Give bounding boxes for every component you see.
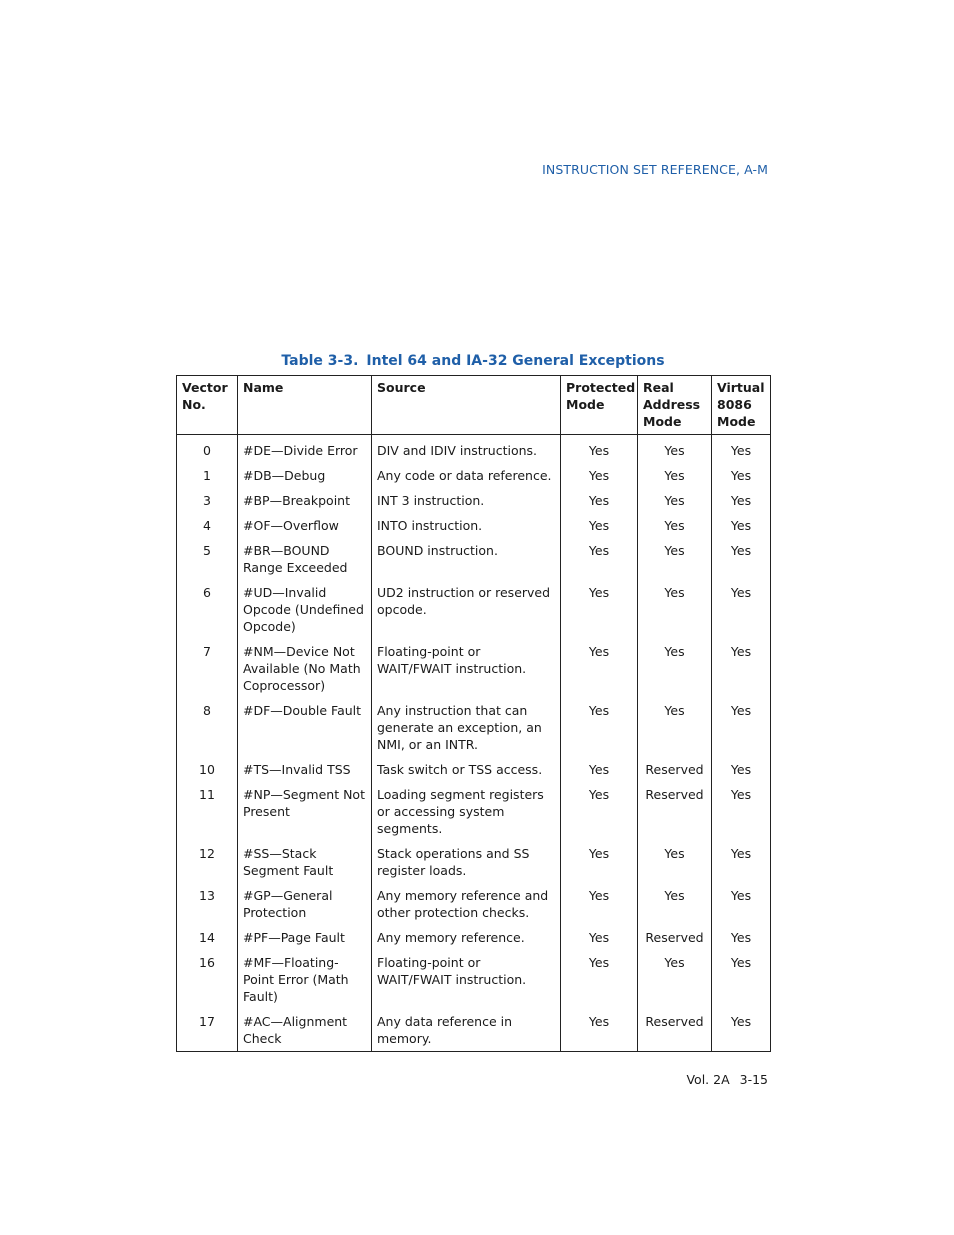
- table-row: [177, 759, 771, 784]
- cell-source: Loading segment registers or accessing system segments.: [372, 784, 561, 843]
- cell-source: DIV and IDIV instructions.: [372, 435, 561, 466]
- cell-name: #GP—General Protection: [238, 885, 372, 927]
- cell-vector: 12: [177, 843, 238, 885]
- cell-protected-mode: Yes: [561, 435, 638, 466]
- cell-vector: 3: [177, 490, 238, 515]
- cell-protected-mode: Yes: [561, 582, 638, 641]
- cell-name: #PF—Page Fault: [238, 927, 372, 952]
- cell-name: #DB—Debug: [238, 465, 372, 490]
- table-row: [177, 490, 771, 515]
- cell-vector: 16: [177, 952, 238, 1011]
- cell-virtual-8086-mode: Yes: [712, 641, 771, 700]
- table-row: [177, 700, 771, 759]
- cell-protected-mode: Yes: [561, 515, 638, 540]
- table-body: [177, 435, 771, 1052]
- cell-real-address-mode: Yes: [638, 700, 712, 759]
- table-row: [177, 1011, 771, 1052]
- table-row: [177, 784, 771, 843]
- column-header-virtual-8086-mode: Virtual 8086 Mode: [712, 376, 771, 435]
- cell-virtual-8086-mode: Yes: [712, 435, 771, 466]
- exceptions-table: [176, 375, 771, 1052]
- column-header-protected-mode: Protected Mode: [561, 376, 638, 435]
- cell-name: #NP—Segment Not Present: [238, 784, 372, 843]
- cell-real-address-mode: Yes: [638, 843, 712, 885]
- cell-real-address-mode: Yes: [638, 885, 712, 927]
- cell-protected-mode: Yes: [561, 490, 638, 515]
- cell-real-address-mode: Yes: [638, 465, 712, 490]
- cell-name: #DF—Double Fault: [238, 700, 372, 759]
- cell-real-address-mode: Reserved: [638, 784, 712, 843]
- cell-name: #BR—BOUND Range Exceeded: [238, 540, 372, 582]
- cell-source: Stack operations and SS register loads.: [372, 843, 561, 885]
- cell-virtual-8086-mode: Yes: [712, 843, 771, 885]
- table-row: [177, 952, 771, 1011]
- cell-name: #UD—Invalid Opcode (Undefined Opcode): [238, 582, 372, 641]
- cell-source: Any memory reference and other protection checks.: [372, 885, 561, 927]
- cell-real-address-mode: Reserved: [638, 927, 712, 952]
- cell-vector: 10: [177, 759, 238, 784]
- cell-virtual-8086-mode: Yes: [712, 784, 771, 843]
- cell-protected-mode: Yes: [561, 952, 638, 1011]
- table-caption: [176, 353, 770, 369]
- column-header-name: Name: [238, 376, 372, 435]
- cell-virtual-8086-mode: Yes: [712, 540, 771, 582]
- cell-name: #NM—Device Not Available (No Math Coprocessor): [238, 641, 372, 700]
- cell-source: Floating-point or WAIT/FWAIT instruction.: [372, 952, 561, 1011]
- cell-protected-mode: Yes: [561, 540, 638, 582]
- table-row: [177, 641, 771, 700]
- table-row: [177, 927, 771, 952]
- cell-protected-mode: Yes: [561, 784, 638, 843]
- column-header-real-address-mode: Real Address Mode: [638, 376, 712, 435]
- cell-virtual-8086-mode: Yes: [712, 885, 771, 927]
- cell-protected-mode: Yes: [561, 759, 638, 784]
- cell-name: #DE—Divide Error: [238, 435, 372, 466]
- cell-real-address-mode: Yes: [638, 641, 712, 700]
- running-header: INSTRUCTION SET REFERENCE, A-M: [542, 162, 768, 177]
- cell-source: Any instruction that can generate an exception, an NMI, or an INTR.: [372, 700, 561, 759]
- cell-virtual-8086-mode: Yes: [712, 927, 771, 952]
- cell-name: #AC—Alignment Check: [238, 1011, 372, 1052]
- cell-vector: 6: [177, 582, 238, 641]
- cell-virtual-8086-mode: Yes: [712, 515, 771, 540]
- table-row: [177, 540, 771, 582]
- cell-source: UD2 instruction or reserved opcode.: [372, 582, 561, 641]
- cell-name: #BP—Breakpoint: [238, 490, 372, 515]
- cell-source: Floating-point or WAIT/FWAIT instruction.: [372, 641, 561, 700]
- column-header-vector: Vector No.: [177, 376, 238, 435]
- cell-source: Any code or data reference.: [372, 465, 561, 490]
- table-row: [177, 843, 771, 885]
- cell-vector: 11: [177, 784, 238, 843]
- cell-real-address-mode: Reserved: [638, 759, 712, 784]
- column-header-source: Source: [372, 376, 561, 435]
- cell-protected-mode: Yes: [561, 1011, 638, 1052]
- table-caption-number: Table 3-3.: [281, 353, 359, 369]
- cell-real-address-mode: Yes: [638, 582, 712, 641]
- cell-real-address-mode: Yes: [638, 515, 712, 540]
- cell-vector: 17: [177, 1011, 238, 1052]
- table-row: [177, 515, 771, 540]
- cell-virtual-8086-mode: Yes: [712, 759, 771, 784]
- cell-source: INTO instruction.: [372, 515, 561, 540]
- cell-source: Any data reference in memory.: [372, 1011, 561, 1052]
- cell-virtual-8086-mode: Yes: [712, 952, 771, 1011]
- cell-source: Task switch or TSS access.: [372, 759, 561, 784]
- cell-name: #MF—Floating-Point Error (Math Fault): [238, 952, 372, 1011]
- cell-vector: 13: [177, 885, 238, 927]
- cell-virtual-8086-mode: Yes: [712, 490, 771, 515]
- table-row: [177, 465, 771, 490]
- footer-page-number: 3-15: [739, 1072, 768, 1087]
- cell-vector: 8: [177, 700, 238, 759]
- table-caption-title: Intel 64 and IA-32 General Exceptions: [366, 353, 665, 369]
- table-header-row: [177, 376, 771, 435]
- cell-source: INT 3 instruction.: [372, 490, 561, 515]
- cell-protected-mode: Yes: [561, 465, 638, 490]
- cell-vector: 1: [177, 465, 238, 490]
- table-row: [177, 582, 771, 641]
- cell-name: #TS—Invalid TSS: [238, 759, 372, 784]
- cell-real-address-mode: Yes: [638, 490, 712, 515]
- cell-virtual-8086-mode: Yes: [712, 1011, 771, 1052]
- cell-vector: 14: [177, 927, 238, 952]
- cell-virtual-8086-mode: Yes: [712, 465, 771, 490]
- cell-protected-mode: Yes: [561, 700, 638, 759]
- cell-source: BOUND instruction.: [372, 540, 561, 582]
- running-footer: [686, 1072, 768, 1087]
- cell-real-address-mode: Yes: [638, 540, 712, 582]
- cell-vector: 7: [177, 641, 238, 700]
- cell-real-address-mode: Yes: [638, 952, 712, 1011]
- cell-name: #SS—Stack Segment Fault: [238, 843, 372, 885]
- cell-vector: 0: [177, 435, 238, 466]
- cell-vector: 4: [177, 515, 238, 540]
- cell-protected-mode: Yes: [561, 641, 638, 700]
- cell-protected-mode: Yes: [561, 885, 638, 927]
- cell-protected-mode: Yes: [561, 843, 638, 885]
- cell-virtual-8086-mode: Yes: [712, 582, 771, 641]
- cell-virtual-8086-mode: Yes: [712, 700, 771, 759]
- table-row: [177, 435, 771, 466]
- cell-real-address-mode: Reserved: [638, 1011, 712, 1052]
- cell-source: Any memory reference.: [372, 927, 561, 952]
- cell-real-address-mode: Yes: [638, 435, 712, 466]
- cell-protected-mode: Yes: [561, 927, 638, 952]
- table-row: [177, 885, 771, 927]
- footer-volume: Vol. 2A: [686, 1072, 730, 1087]
- cell-name: #OF—Overflow: [238, 515, 372, 540]
- cell-vector: 5: [177, 540, 238, 582]
